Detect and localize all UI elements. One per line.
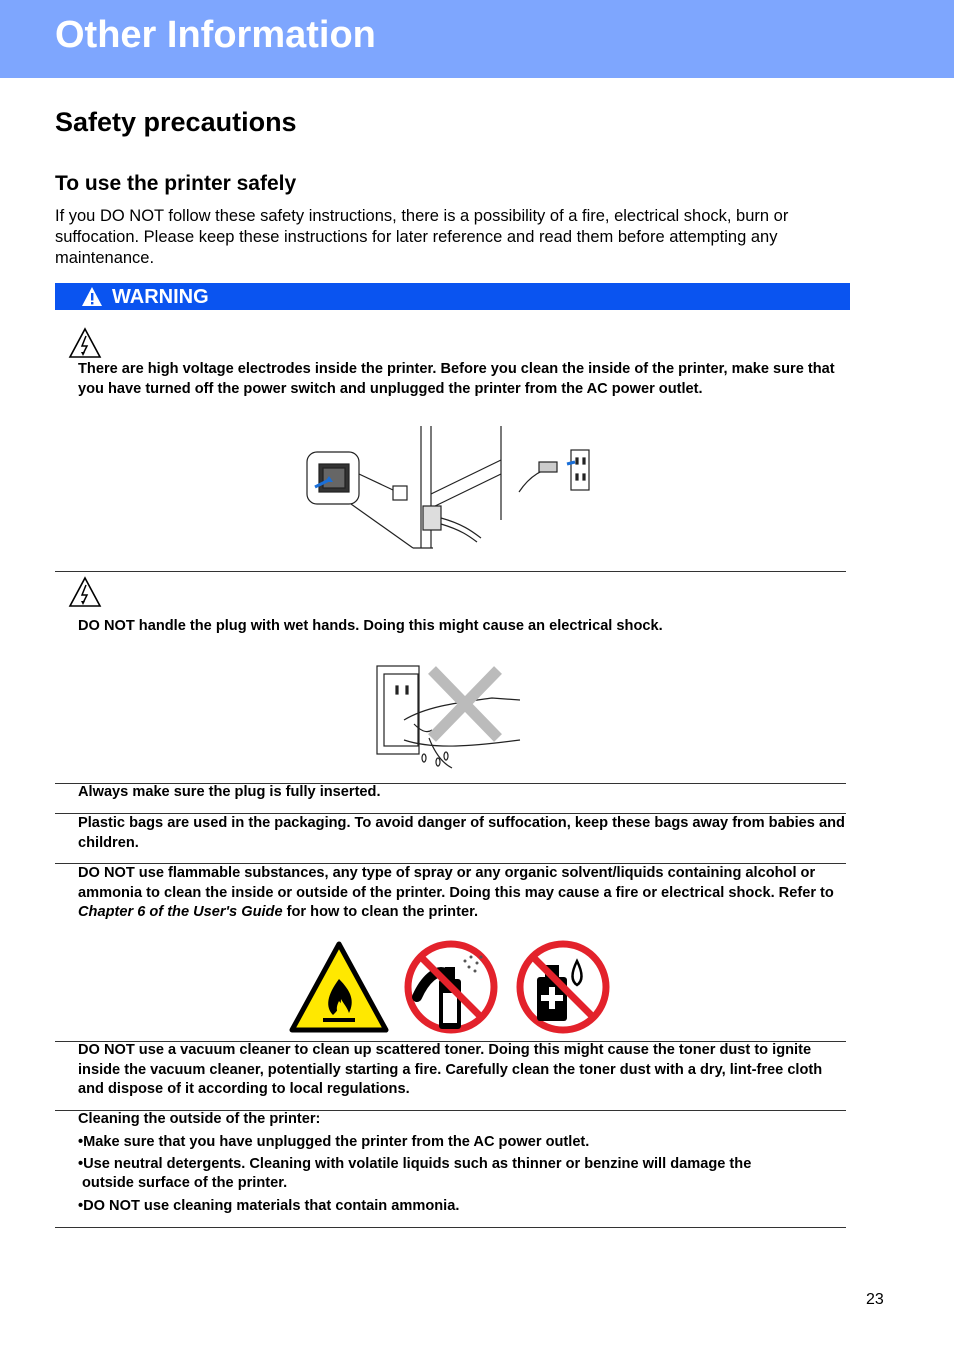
wet-hand-plug-illustration [374,660,524,770]
electric-shock-icon [68,327,102,359]
warning-bags-text: Plastic bags are used in the packaging. To avoid danger of suffocation, keep these bags away from babies and children. [78,815,845,851]
warning-plug-text: Always make sure the plug is fully inserted. [78,784,381,800]
cleaning-title: Cleaning the outside of the printer: [78,1111,321,1127]
electric-shock-icon [68,576,102,608]
warning-triangle-icon [81,286,103,307]
no-spray-icon [403,939,499,1035]
page-number: 23 [866,1291,884,1308]
cleaning-bullet-1: •Make sure that you have unplugged the printer from the AC power outlet. [78,1134,590,1150]
printer-unplug-illustration [303,424,595,554]
divider [55,1227,846,1228]
divider [55,571,846,572]
cleaning-bullet-2-continued: outside surface of the printer. [82,1175,288,1191]
intro-paragraph: If you DO NOT follow these safety instructions, there is a possibility of a fire, electrical shock, burn or suffocation. Please keep these instructions for later reference and read them before attempting any maintenance. [55,207,789,267]
warning-bar [55,283,850,310]
section-title: Safety precautions [55,107,297,137]
fire-hazard-icon [289,941,389,1033]
warning-electrodes-text: There are high voltage electrodes inside the printer. Before you clean the inside of the printer, make sure that you have turned off the power switch and unplugged the printer from the AC power outlet. [78,361,835,397]
cleaning-bullet-3: •DO NOT use cleaning materials that contain ammonia. [78,1198,460,1214]
warning-label: WARNING [112,286,209,308]
warning-flammable-text: DO NOT use flammable substances, any type of spray or any organic solvent/liquids containing alcohol or ammonia to clean the inside or outside of the printer. Doing this may cause a fire or electrical shock. Refer to Chapter 6 of the User's Guide for how to clean the printer. [78,865,834,920]
subsection-title: To use the printer safely [55,172,297,195]
no-liquid-icon [515,939,611,1035]
page-header-banner [0,0,954,78]
user-guide-reference: Chapter 6 of the User's Guide [78,904,283,920]
warning-wet-hands-text: DO NOT handle the plug with wet hands. Doing this might cause an electrical shock. [78,618,663,634]
warning-vacuum-text: DO NOT use a vacuum cleaner to clean up scattered toner. Doing this might cause the toner dust to ignite inside the vacuum cleaner, potentially starting a fire. Carefully clean the toner dust with a dry, lint-free cloth and dispose of it according to local regulations. [78,1042,823,1097]
cleaning-bullet-2: •Use neutral detergents. Cleaning with volatile liquids such as thinner or benzine will damage the [78,1156,752,1172]
page-header-title: Other Information [55,14,376,56]
